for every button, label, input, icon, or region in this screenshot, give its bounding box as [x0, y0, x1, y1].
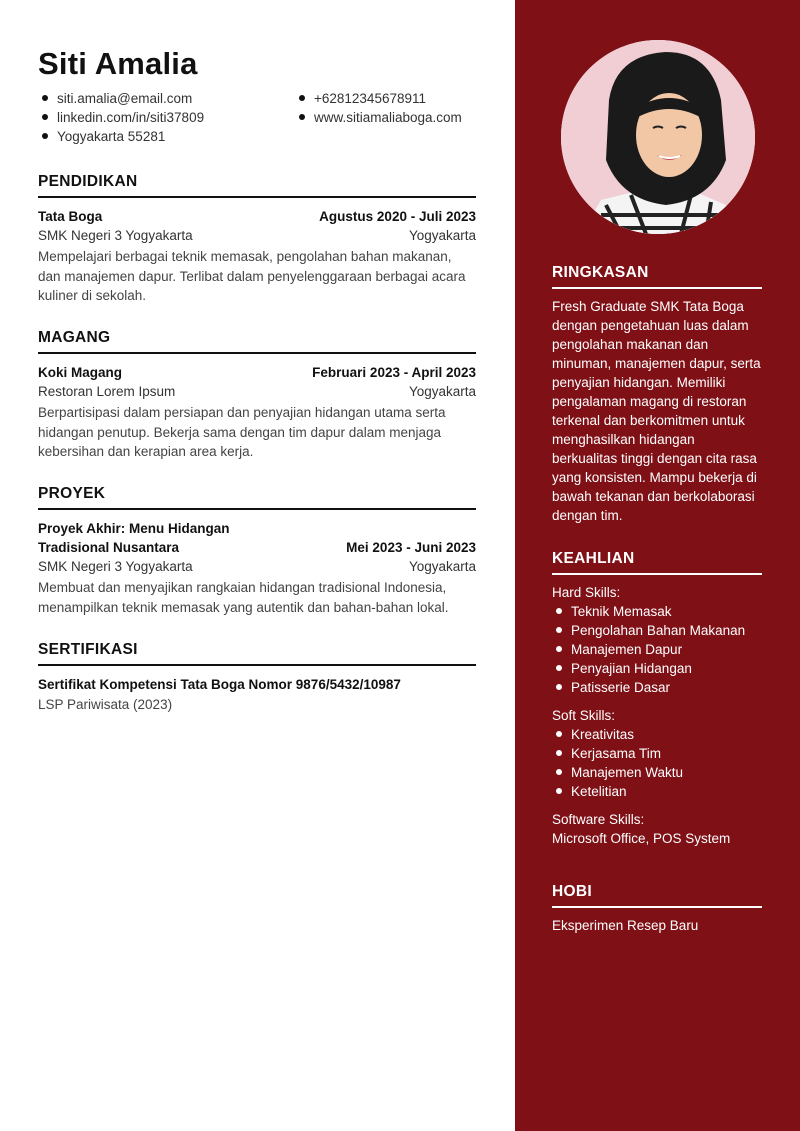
project-name-line2: Tradisional Nusantara	[38, 540, 180, 555]
contact-email[interactable]: siti.amalia@email.com	[38, 89, 192, 108]
skills-title: KEAHLIAN	[552, 550, 762, 575]
project-description: Membuat dan menyajikan rangkaian hidangan tradisional Indonesia, menampilkan teknik memasak yang autentik dan bahan-bahan lokal.	[38, 580, 449, 615]
internship-role: Koki Magang	[38, 365, 123, 380]
internship-section	[38, 329, 476, 462]
hard-skills-list	[552, 602, 762, 697]
contact-website[interactable]: www.sitiamaliaboga.com	[295, 108, 462, 127]
internship-company: Restoran Lorem Ipsum	[38, 384, 176, 399]
project-school: SMK Negeri 3 Yogyakarta	[38, 559, 193, 574]
project-title: PROYEK	[38, 485, 476, 510]
certification-name: Sertifikat Kompetensi Tata Boga Nomor 9876/5432/10987	[38, 677, 401, 692]
list-item: Kerjasama Tim	[552, 744, 762, 763]
hobby-section	[552, 883, 762, 935]
soft-skills-list	[552, 725, 762, 801]
education-section	[38, 173, 476, 306]
certification-section	[38, 641, 476, 715]
list-item: Teknik Memasak	[552, 602, 762, 621]
certification-title: SERTIFIKASI	[38, 641, 476, 666]
education-title: PENDIDIKAN	[38, 173, 476, 198]
contact-linkedin[interactable]: linkedin.com/in/siti37809	[38, 108, 204, 127]
hobby-title: HOBI	[552, 883, 762, 908]
internship-row	[38, 363, 476, 382]
software-skills: Microsoft Office, POS System	[552, 831, 731, 846]
hard-skills-label: Hard Skills:	[552, 585, 621, 600]
project-school-row	[38, 557, 476, 576]
education-school: SMK Negeri 3 Yogyakarta	[38, 228, 193, 243]
internship-city: Yogyakarta	[408, 384, 476, 399]
internship-title: MAGANG	[38, 329, 476, 354]
education-description: Mempelajari berbagai teknik memasak, pengolahan bahan makanan, dan manajemen dapur. Terlibat dalam penyelenggaraan berbagai acara kuliner di sekolah.	[38, 249, 466, 303]
software-skills-label: Software Skills:	[552, 812, 645, 827]
soft-skills-label: Soft Skills:	[552, 708, 616, 723]
education-city: Yogyakarta	[408, 228, 476, 243]
education-school-row	[38, 226, 476, 245]
project-section	[38, 485, 476, 617]
certification-issuer: LSP Pariwisata (2023)	[38, 697, 173, 712]
list-item: Pengolahan Bahan Makanan	[552, 621, 762, 640]
project-city: Yogyakarta	[408, 559, 476, 574]
list-item: Ketelitian	[552, 782, 762, 801]
summary-title: RINGKASAN	[552, 264, 762, 289]
summary-section	[552, 264, 762, 525]
profile-photo-illustration	[561, 40, 755, 234]
list-item: Penyajian Hidangan	[552, 659, 762, 678]
internship-company-row	[38, 382, 476, 401]
project-dates: Mei 2023 - Juni 2023	[346, 540, 476, 555]
project-name-line1: Proyek Akhir: Menu Hidangan	[38, 521, 230, 536]
internship-description: Berpartisipasi dalam persiapan dan penyajian hidangan utama serta hidangan penutup. Bekerja sama dengan tim dapur dalam menjaga kebersihan dan kerapian area kerja.	[38, 405, 446, 459]
list-item: Kreativitas	[552, 725, 762, 744]
list-item: Patisserie Dasar	[552, 678, 762, 697]
internship-dates: Februari 2023 - April 2023	[312, 365, 476, 380]
list-item: Manajemen Dapur	[552, 640, 762, 659]
candidate-name: Siti Amalia	[38, 46, 198, 81]
summary-text: Fresh Graduate SMK Tata Boga dengan pengetahuan luas dalam pengolahan makanan dan minuman, manajemen dapur, serta penyajian hidangan. Memiliki pengalaman magang di restoran terkenal dan berkomitmen untuk menghasilkan hidangan berkualitas tinggi dengan cita rasa yang konsisten. Mampu bekerja di bawah tekanan dan berkolaborasi dengan tim.	[552, 299, 761, 523]
profile-photo	[561, 40, 755, 234]
hobby-text: Eksperimen Resep Baru	[552, 918, 699, 933]
education-row	[38, 207, 476, 226]
education-dates: Agustus 2020 - Juli 2023	[319, 209, 476, 224]
contact-phone[interactable]: +62812345678911	[295, 89, 426, 108]
education-major: Tata Boga	[38, 209, 103, 224]
contact-location: Yogyakarta 55281	[38, 127, 165, 146]
list-item: Manajemen Waktu	[552, 763, 762, 782]
project-row	[38, 538, 476, 557]
skills-section	[552, 550, 762, 848]
